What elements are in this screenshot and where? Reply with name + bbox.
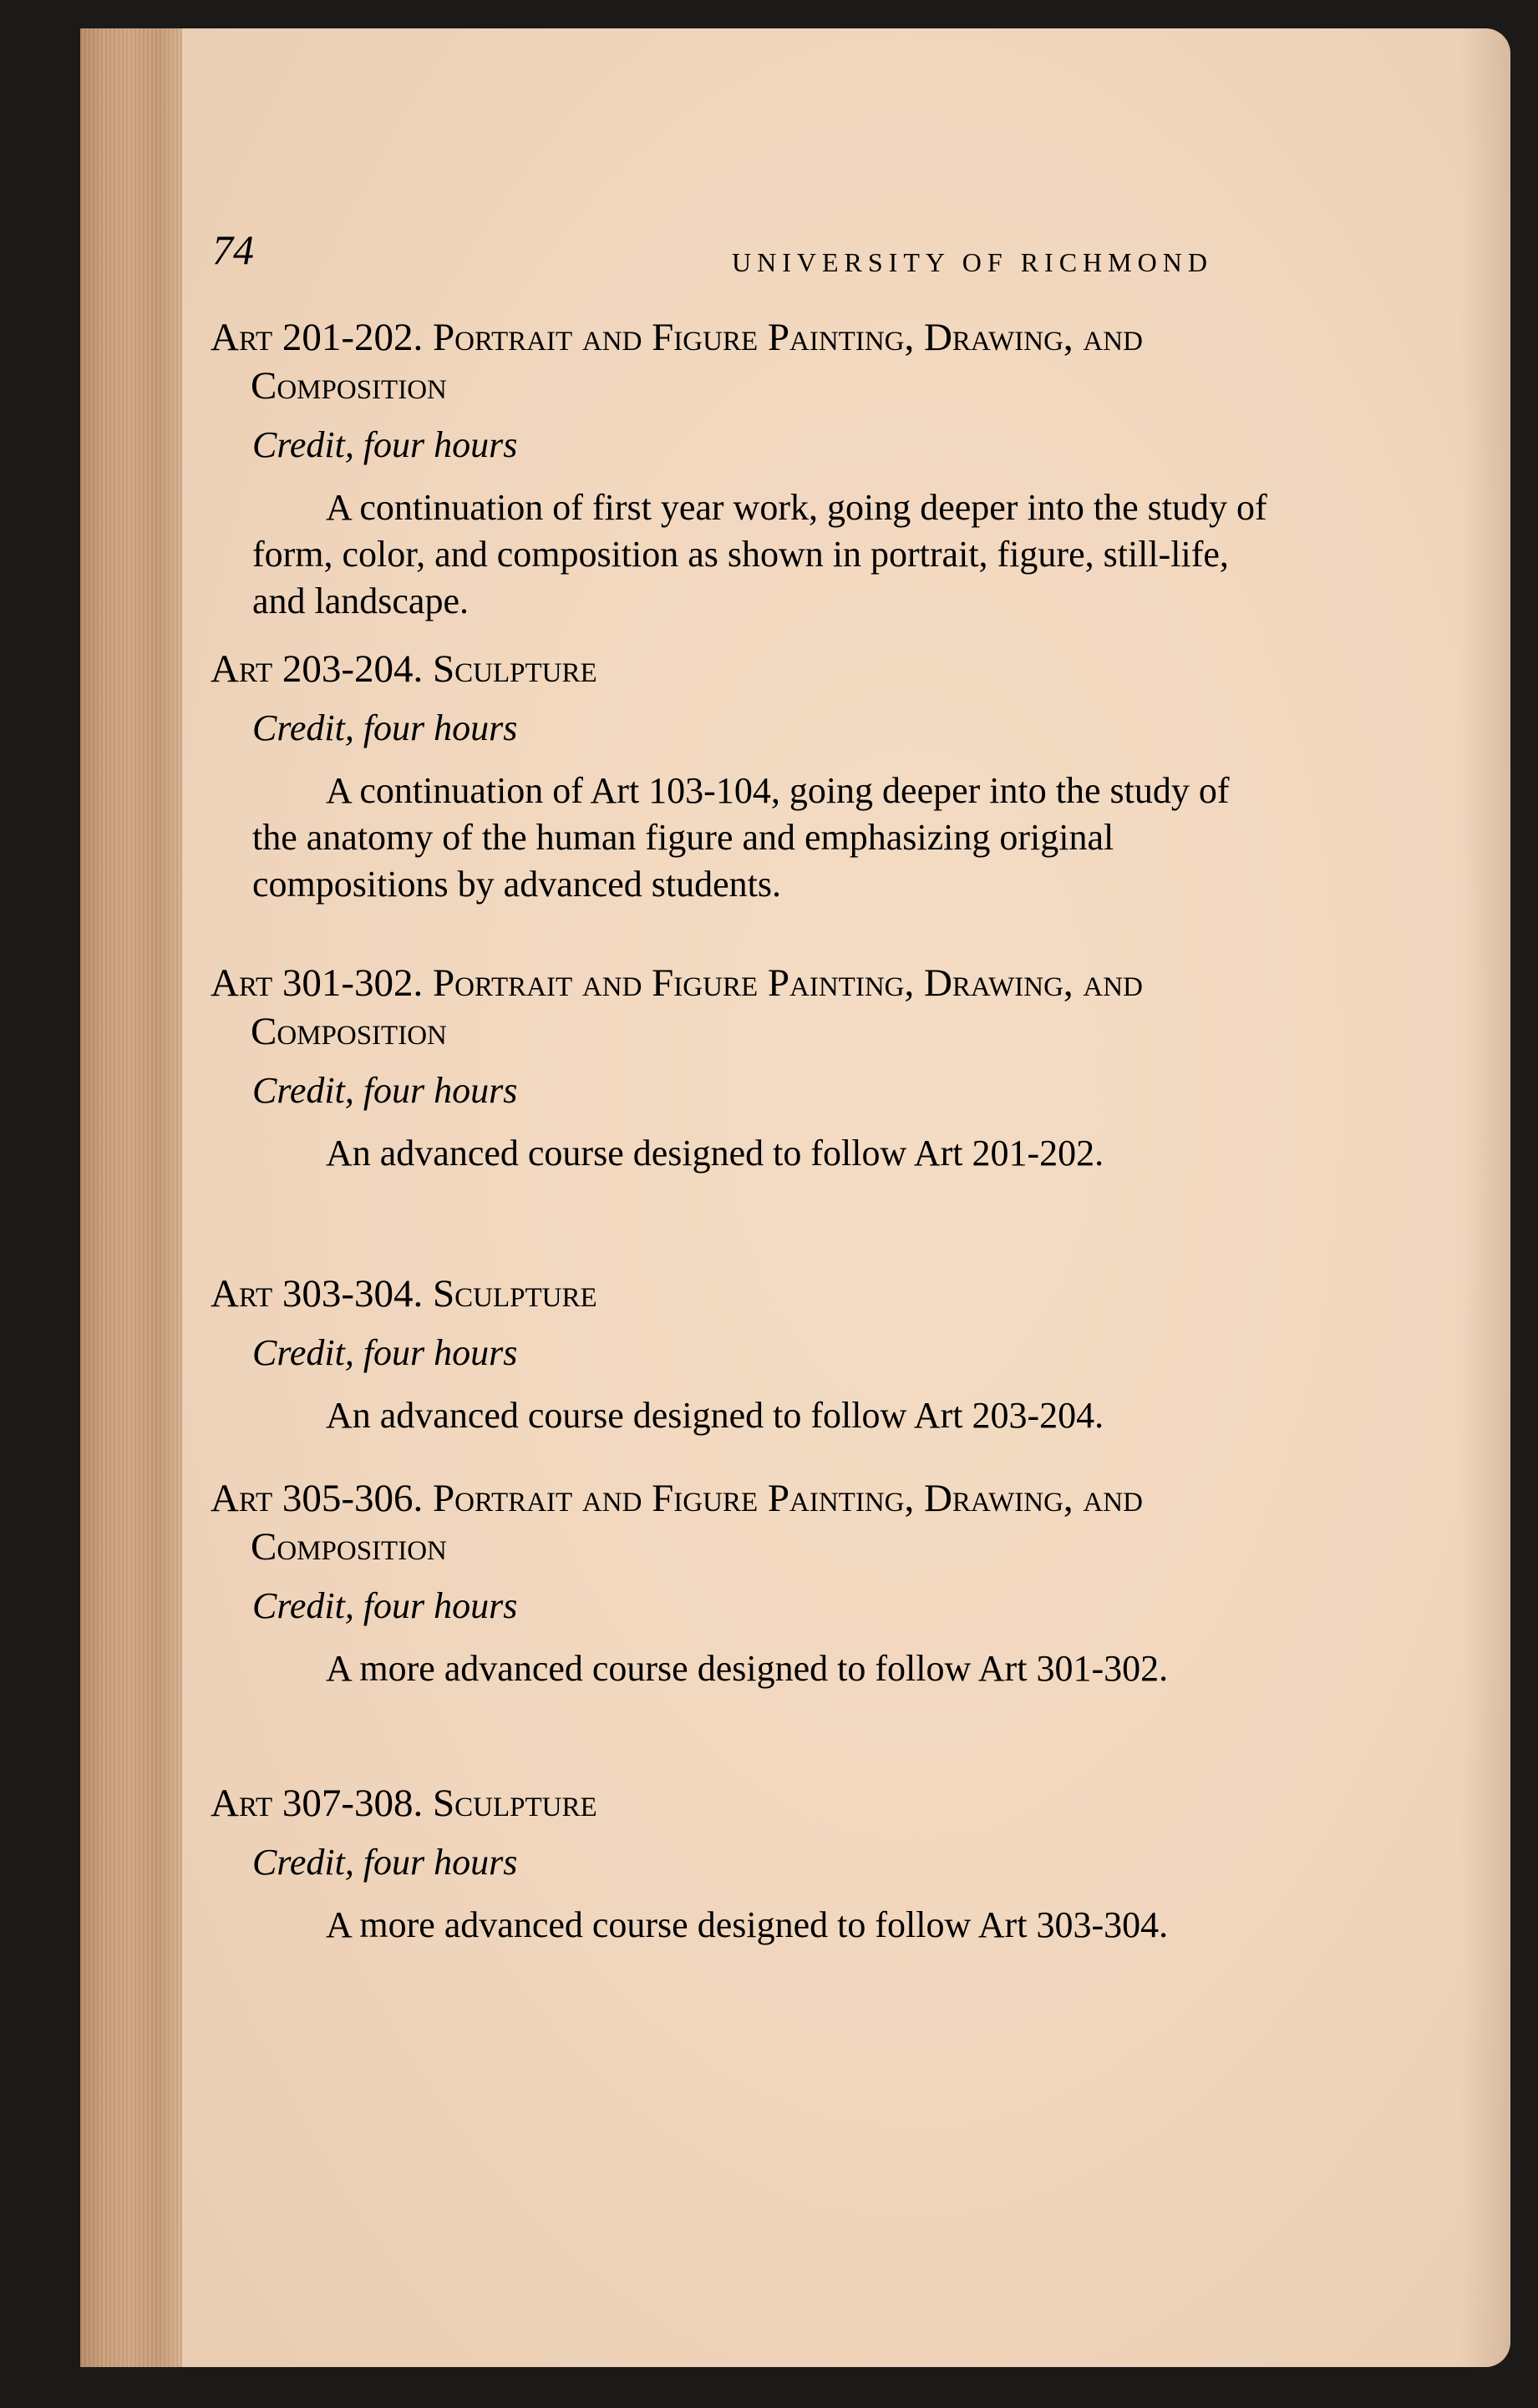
course-heading: Art 305-306. Portrait and Figure Painting, Drawing, and Composition <box>211 1477 1143 1569</box>
course-description: A more advanced course designed to follow Art 301-302. <box>326 1648 1169 1689</box>
course-heading: Art 301-302. Portrait and Figure Painting, Drawing, and Composition <box>211 961 1143 1053</box>
course-entry <box>211 1779 1272 1949</box>
course-entry <box>211 1270 1272 1439</box>
course-entry <box>211 1474 1272 1692</box>
course-description: A more advanced course designed to follow Art 303-304. <box>326 1904 1169 1945</box>
course-credit: Credit, four hours <box>252 1070 518 1111</box>
page-number: 74 <box>212 226 254 273</box>
course-credit: Credit, four hours <box>252 1842 518 1883</box>
course-entry <box>211 645 1272 908</box>
course-heading: Art 203-204. Sculpture <box>211 647 597 691</box>
course-heading: Art 307-308. Sculpture <box>211 1782 597 1825</box>
page-edge-stack <box>80 28 190 2367</box>
course-heading: Art 201-202. Portrait and Figure Painting, Drawing, and Composition <box>211 316 1143 408</box>
course-entry <box>211 313 1272 625</box>
course-credit: Credit, four hours <box>252 424 518 465</box>
course-credit: Credit, four hours <box>252 1332 518 1373</box>
course-credit: Credit, four hours <box>252 707 518 748</box>
course-description: An advanced course designed to follow Art 201-202. <box>326 1133 1104 1174</box>
course-credit: Credit, four hours <box>252 1585 518 1626</box>
running-head: UNIVERSITY OF RICHMOND <box>732 247 1213 277</box>
course-description: An advanced course designed to follow Art 203-204. <box>326 1395 1104 1436</box>
course-heading: Art 303-304. Sculpture <box>211 1272 597 1316</box>
course-description: A continuation of Art 103-104, going deeper into the study of the anatomy of the human figure and emphasizing original compositions by advanced students. <box>252 770 1230 905</box>
course-entry <box>211 959 1272 1177</box>
course-description: A continuation of first year work, going deeper into the study of form, color, and composition as shown in portrait, figure, still-life, and landscape. <box>252 487 1267 621</box>
